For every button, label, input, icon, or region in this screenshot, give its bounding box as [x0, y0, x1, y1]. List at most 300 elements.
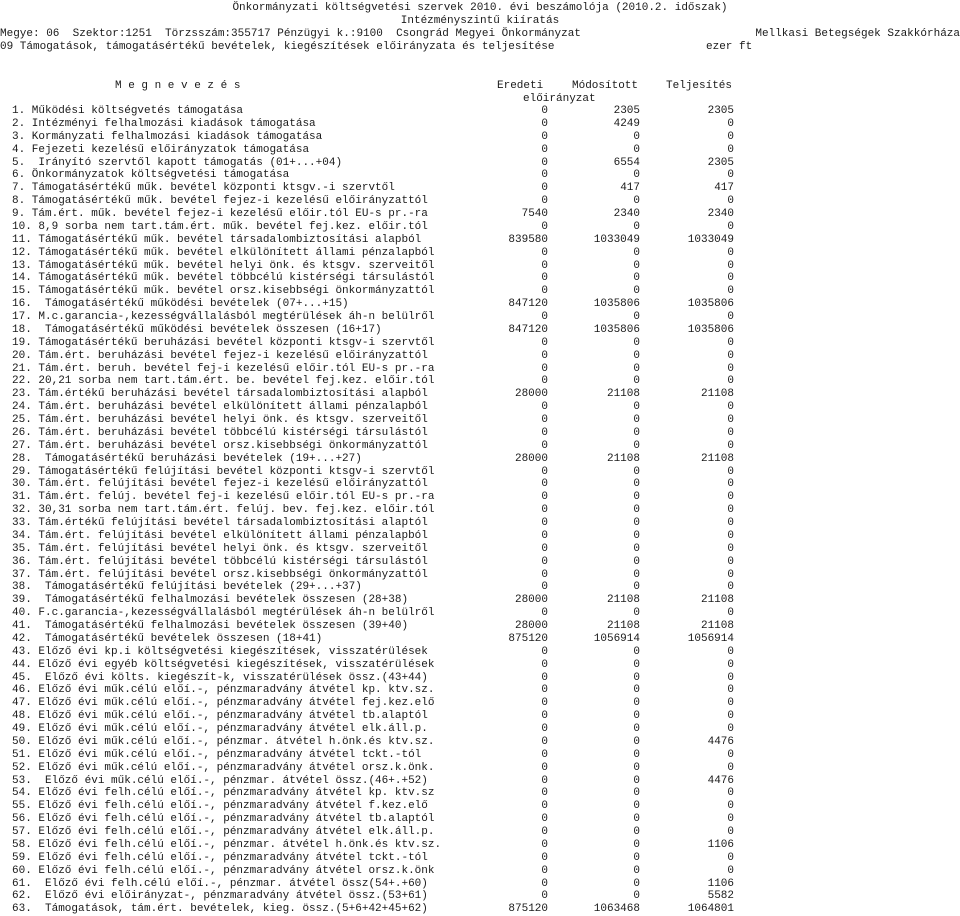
row-label: 18. Támogatásértékű működési bevételek összesen (16+17): [12, 323, 382, 336]
row-original: 0: [541, 414, 548, 426]
row-modified: 0: [633, 658, 640, 671]
row-original: 0: [541, 439, 548, 452]
row-modified: 0: [633, 800, 640, 813]
row-label: 58. Előző évi felh.célú előí.-, pénzmar. átvétel h.önk.és ktv.sz.: [12, 838, 442, 851]
row-label: 53. Előző évi műk.célú előí.-, pénzmar. átvétel össz.(46+.+52): [12, 774, 428, 787]
row-actual: 0: [727, 143, 734, 156]
table-row: [0, 903, 960, 916]
row-label: 29. Támogatásértékű felújítási bevétel központi ktsgv-i szervtől: [12, 465, 435, 478]
row-actual: 0: [727, 761, 734, 774]
row-actual: 0: [727, 658, 734, 671]
row-original: 0: [541, 156, 548, 169]
row-original: 0: [541, 787, 548, 800]
row-modified: 0: [633, 568, 640, 581]
row-modified: 0: [633, 439, 640, 452]
table-row: [0, 427, 960, 440]
row-label: 4. Fejezeti kezelésű előirányzatok támogatása: [12, 143, 310, 156]
table-row: [0, 800, 960, 813]
row-original: 0: [541, 568, 548, 581]
row-label: 22. 20,21 sorba nem tart.tám.ért. be. bevétel fej.kez. előir.tól: [12, 375, 435, 388]
table-row: [0, 414, 960, 427]
unit-label: ezer ft: [706, 41, 753, 53]
row-original: 0: [541, 143, 548, 156]
row-modified: 0: [633, 130, 640, 143]
row-label: 56. Előző évi felh.célú előí.-, pénzmaradvány átvétel tb.alaptól: [12, 813, 435, 826]
row-modified: 0: [633, 529, 640, 542]
row-modified: 21108: [606, 620, 640, 632]
table-row: [0, 157, 960, 170]
col-header-original: Eredeti: [497, 80, 544, 92]
row-modified: 0: [633, 465, 640, 478]
row-actual: 0: [727, 826, 734, 838]
row-actual: 4476: [707, 774, 734, 787]
table-row: [0, 762, 960, 775]
row-label: 21. Tám.ért. beruh. bevétel fej-i kezelésű előir.tól EU-s pr.-ra: [12, 362, 435, 375]
row-label: 32. 30,31 sorba nem tart.tám.ért. felúj. bev. fej.kez. előir.tól: [12, 504, 435, 517]
table-row: [0, 684, 960, 697]
institution-name: Mellkasi Betegségek Szakkórháza: [755, 28, 960, 40]
row-modified: 21108: [606, 452, 640, 465]
table-row: [0, 285, 960, 298]
row-actual: 21108: [700, 620, 734, 632]
row-original: 0: [541, 362, 548, 375]
row-original: 0: [541, 555, 548, 568]
row-actual: 0: [727, 555, 734, 568]
row-actual: 0: [727, 710, 734, 723]
row-modified: 21108: [606, 388, 640, 401]
row-modified: 0: [633, 813, 640, 826]
row-original: 0: [541, 517, 548, 529]
table-row: [0, 659, 960, 672]
row-label: 11. Támogatásértékű műk. bevétel társadalombiztosítási alapból: [12, 233, 422, 246]
row-modified: 0: [633, 787, 640, 800]
row-label: 39. Támogatásértékű felhalmozási bevételek összesen (28+38): [12, 594, 409, 607]
row-actual: 0: [727, 723, 734, 735]
table-row: [0, 787, 960, 800]
row-modified: 0: [633, 671, 640, 684]
row-modified: 0: [633, 877, 640, 890]
row-actual: 0: [727, 439, 734, 452]
table-row: [0, 504, 960, 517]
table-row: [0, 131, 960, 144]
table-row: [0, 453, 960, 466]
row-modified: 0: [633, 259, 640, 272]
row-modified: 0: [633, 478, 640, 491]
row-original: 0: [541, 800, 548, 813]
row-original: 0: [541, 246, 548, 259]
row-label: 63. Támogatások, tám.ért. bevételek, kieg. össz.(5+6+42+45+62): [12, 903, 428, 916]
row-actual: 0: [727, 748, 734, 761]
table-row: [0, 260, 960, 273]
row-modified: 0: [633, 504, 640, 517]
row-actual: 21108: [700, 452, 734, 465]
row-modified: 0: [633, 272, 640, 285]
row-original: 0: [541, 401, 548, 414]
row-label: 43. Előző évi kp.i költségvetési kiegészítések, visszatérülések: [12, 645, 428, 658]
table-row: [0, 723, 960, 736]
table-row: [0, 298, 960, 311]
row-label: 1. Működési költségvetés támogatása: [12, 105, 244, 117]
row-label: 19. Támogatásértékű beruházási bevétel központi ktsgv-i szervtől: [12, 336, 435, 349]
table-row: [0, 337, 960, 350]
row-label: 17. M.c.garancia-,kezességvállalásból megtérülések áh-n belülről: [12, 311, 435, 323]
row-label: 61. Előző évi felh.célú előí.-, pénzmar. átvétel össz(54+.+60): [12, 877, 428, 890]
row-modified: 1056914: [593, 632, 640, 645]
row-modified: 0: [633, 169, 640, 182]
row-modified: 0: [633, 774, 640, 787]
table-row: [0, 517, 960, 530]
row-label: 37. Tám.ért. felújítási bevétel orsz.kisebbségi önkormányzattól: [12, 568, 428, 581]
row-label: 41. Támogatásértékű felhalmozási bevételek összesen (39+40): [12, 620, 409, 632]
table-row: [0, 839, 960, 852]
table-row: [0, 826, 960, 839]
row-modified: 0: [633, 542, 640, 555]
row-label: 23. Tám.értékű beruházási bevétel társadalombiztosítási alapból: [12, 388, 428, 401]
row-actual: 0: [727, 285, 734, 298]
row-modified: 0: [633, 645, 640, 658]
row-label: 28. Támogatásértékű beruházási bevételek (19+...+27): [12, 452, 362, 465]
row-actual: 0: [727, 568, 734, 581]
row-actual: 0: [727, 787, 734, 800]
row-label: 50. Előző évi műk.célú előí.-, pénzmar. átvétel h.önk.és ktv.sz.: [12, 735, 435, 748]
row-actual: 0: [727, 259, 734, 272]
row-label: 9. Tám.ért. műk. bevétel fejez-i kezelésű előir.tól EU-s pr.-ra: [12, 208, 428, 220]
report-title: Önkormányzati költségvetési szervek 2010. évi beszámolója (2010.2. időszak): [232, 2, 728, 14]
row-label: 6. Önkormányzatok költségvetési támogatása: [12, 169, 290, 182]
row-label: 10. 8,9 sorba nem tart.tám.ért. műk. bevétel fej.kez. előir.tól: [12, 220, 428, 233]
row-original: 0: [541, 813, 548, 826]
row-label: 16. Támogatásértékű működési bevételek (07+...+15): [12, 298, 349, 311]
col-header-actual: Teljesítés: [666, 80, 733, 92]
row-modified: 0: [633, 491, 640, 504]
row-actual: 0: [727, 800, 734, 813]
row-original: 0: [541, 336, 548, 349]
row-modified: 2340: [613, 208, 640, 220]
row-modified: 0: [633, 555, 640, 568]
row-actual: 0: [727, 375, 734, 388]
row-original: 0: [541, 259, 548, 272]
table-row: [0, 633, 960, 646]
row-label: 8. Támogatásértékű műk. bevétel fejez-i kezelésű előirányzattól: [12, 195, 428, 208]
row-actual: 0: [727, 697, 734, 710]
row-original: 0: [541, 529, 548, 542]
row-actual: 0: [727, 813, 734, 826]
row-actual: 0: [727, 195, 734, 208]
row-original: 0: [541, 890, 548, 903]
row-label: 45. Előző évi költs. kiegészít-k, visszatérülések össz.(43+44): [12, 671, 428, 684]
table-row: [0, 569, 960, 582]
table-row: [0, 852, 960, 865]
col-header-modified-sub: előirányzat: [523, 93, 596, 105]
row-label: 27. Tám.ért. beruházási bevétel orsz.kisebbségi önkormányzattól: [12, 439, 428, 452]
row-label: 35. Tám.ért. felújítási bevétel helyi önk. és ktsgv. szerveitől: [12, 542, 428, 555]
row-actual: 0: [727, 851, 734, 864]
col-header-modified: Módosított: [572, 80, 639, 92]
row-label: 38. Támogatásértékű felújítási bevételek (29+...+37): [12, 581, 362, 594]
table-row: [0, 710, 960, 723]
row-actual: 0: [727, 504, 734, 517]
table-row: [0, 865, 960, 878]
row-modified: 0: [633, 414, 640, 426]
row-modified: 0: [633, 607, 640, 620]
org-info: Megye: 06 Szektor:1251 Törzsszám:355717 Pénzügyi k.:9100 Csongrád Megyei Önkormányzat: [0, 28, 581, 40]
row-actual: 21108: [700, 594, 734, 607]
row-actual: 0: [727, 529, 734, 542]
row-label: 12. Támogatásértékű műk. bevétel elkülönített állami pénzalapból: [12, 246, 435, 259]
row-actual: 0: [727, 465, 734, 478]
row-label: 59. Előző évi felh.célú előí.-, pénzmaradvány átvétel tckt.-tól: [12, 851, 428, 864]
row-label: 47. Előző évi műk.célú előí.-, pénzmaradvány átvétel fej.kez.elő: [12, 697, 435, 710]
row-modified: 0: [633, 401, 640, 414]
row-original: 0: [541, 504, 548, 517]
row-actual: 0: [727, 864, 734, 877]
row-modified: 0: [633, 336, 640, 349]
row-original: 0: [541, 723, 548, 735]
row-modified: 0: [633, 890, 640, 903]
row-original: 0: [541, 272, 548, 285]
table-row: [0, 813, 960, 826]
table-row: [0, 530, 960, 543]
row-original: 0: [541, 697, 548, 710]
row-modified: 1035806: [593, 298, 640, 311]
row-modified: 0: [633, 851, 640, 864]
row-actual: 5582: [707, 890, 734, 903]
row-original: 0: [541, 542, 548, 555]
row-label: 54. Előző évi felh.célú előí.-, pénzmaradvány átvétel kp. ktv.sz: [12, 787, 435, 800]
row-original: 847120: [508, 323, 548, 336]
row-actual: 0: [727, 169, 734, 182]
row-label: 15. Támogatásértékű műk. bevétel orsz.kisebbségi önkormányzattól: [12, 285, 435, 298]
table-row: [0, 272, 960, 285]
table-row: [0, 543, 960, 556]
row-modified: 2305: [613, 105, 640, 117]
table-row: [0, 440, 960, 453]
row-actual: 0: [727, 220, 734, 233]
table-row: [0, 118, 960, 131]
row-original: 0: [541, 774, 548, 787]
row-modified: 0: [633, 826, 640, 838]
row-original: 7540: [521, 208, 548, 220]
row-label: 25. Tám.ért. beruházási bevétel helyi önk. és ktsgv. szerveitől: [12, 414, 428, 426]
row-actual: 0: [727, 581, 734, 594]
row-actual: 1033049: [687, 233, 734, 246]
row-modified: 1033049: [593, 233, 640, 246]
row-modified: 0: [633, 362, 640, 375]
row-label: 40. F.c.garancia-,kezességvállalásból megtérülések áh-n belülről: [12, 607, 435, 620]
row-original: 0: [541, 182, 548, 195]
row-label: 60. Előző évi felh.célú előí.-, pénzmaradvány átvétel orsz.k.önk: [12, 864, 435, 877]
table-row: [0, 363, 960, 376]
table-row: [0, 324, 960, 337]
row-modified: 0: [633, 710, 640, 723]
table-title: 09 Támogatások, támogatásértékű bevételek, kiegészítések előirányzata és teljesítése: [0, 41, 555, 53]
table-row: [0, 375, 960, 388]
table-row: [0, 221, 960, 234]
row-actual: 0: [727, 426, 734, 439]
row-original: 28000: [514, 594, 548, 607]
row-original: 0: [541, 851, 548, 864]
row-modified: 0: [633, 220, 640, 233]
row-label: 44. Előző évi egyéb költségvetési kiegészítések, visszatérülések: [12, 658, 435, 671]
row-actual: 0: [727, 401, 734, 414]
row-original: 0: [541, 864, 548, 877]
table-row: [0, 697, 960, 710]
row-actual: 2305: [707, 105, 734, 117]
row-label: 5. Irányító szervtől kapott támogatás (01+...+04): [12, 156, 343, 169]
row-original: 0: [541, 735, 548, 748]
row-modified: 417: [620, 182, 640, 195]
table-row: [0, 466, 960, 479]
table-row: [0, 208, 960, 221]
row-actual: 0: [727, 607, 734, 620]
table-row: [0, 672, 960, 685]
row-original: 0: [541, 349, 548, 362]
row-actual: 0: [727, 478, 734, 491]
row-modified: 0: [633, 426, 640, 439]
row-label: 46. Előző évi műk.célú előí.-, pénzmaradvány átvétel kp. ktv.sz.: [12, 684, 435, 697]
row-actual: 21108: [700, 388, 734, 401]
row-original: 0: [541, 426, 548, 439]
row-label: 48. Előző évi műk.célú előí.-, pénzmaradvány átvétel tb.alaptól: [12, 710, 428, 723]
table-row: [0, 195, 960, 208]
row-modified: 0: [633, 143, 640, 156]
row-modified: 0: [633, 517, 640, 529]
row-label: 55. Előző évi felh.célú előí.-, pénzmaradvány átvétel f.kez.elő: [12, 800, 428, 813]
table-row: [0, 350, 960, 363]
row-actual: 0: [727, 336, 734, 349]
row-original: 875120: [508, 632, 548, 645]
row-actual: 1106: [707, 838, 734, 851]
row-original: 0: [541, 761, 548, 774]
row-original: 0: [541, 491, 548, 504]
row-original: 0: [541, 838, 548, 851]
row-original: 0: [541, 581, 548, 594]
table-row: [0, 646, 960, 659]
table-row: [0, 890, 960, 903]
row-label: 51. Előző évi műk.célú előí.-, pénzmaradvány átvétel tckt.-tól: [12, 748, 422, 761]
row-label: 57. Előző évi felh.célú előí.-, pénzmaradvány átvétel elk.áll.p.: [12, 826, 435, 838]
table-row: [0, 749, 960, 762]
row-modified: 21108: [606, 594, 640, 607]
row-actual: 0: [727, 130, 734, 143]
row-modified: 0: [633, 864, 640, 877]
row-modified: 0: [633, 311, 640, 323]
row-label: 31. Tám.ért. felúj. bevétel fej-i kezelésű előir.tól EU-s pr.-ra: [12, 491, 435, 504]
row-label: 33. Tám.értékű felújítási bevétel társadalombiztosítási alaptól: [12, 517, 428, 529]
row-original: 0: [541, 169, 548, 182]
table-row: [0, 878, 960, 891]
row-actual: 0: [727, 491, 734, 504]
table-row: [0, 311, 960, 324]
row-actual: 1035806: [687, 298, 734, 311]
row-original: 0: [541, 748, 548, 761]
row-original: 0: [541, 826, 548, 838]
row-original: 0: [541, 658, 548, 671]
row-actual: 0: [727, 246, 734, 259]
row-modified: 0: [633, 349, 640, 362]
table-row: [0, 478, 960, 491]
col-header-name: M e g n e v e z é s: [115, 80, 241, 92]
report-subtitle: Intézményszintű kiíratás: [400, 15, 560, 27]
row-original: 847120: [508, 298, 548, 311]
row-label: 20. Tám.ért. beruházási bevétel fejez-i kezelésű előirányzattól: [12, 349, 428, 362]
row-original: 839580: [508, 233, 548, 246]
row-modified: 0: [633, 735, 640, 748]
row-original: 0: [541, 710, 548, 723]
row-label: 36. Tám.ért. felújítási bevétel többcélú kistérségi társulástól: [12, 555, 428, 568]
row-actual: 0: [727, 311, 734, 323]
row-label: 3. Kormányzati felhalmozási kiadások támogatása: [12, 130, 323, 143]
table-row: [0, 182, 960, 195]
row-label: 34. Tám.ért. felújítási bevétel elkülönített állami pénzalapból: [12, 529, 428, 542]
table-row: [0, 401, 960, 414]
row-actual: 0: [727, 349, 734, 362]
row-original: 0: [541, 117, 548, 130]
table-row: [0, 594, 960, 607]
row-actual: 0: [727, 362, 734, 375]
table-row: [0, 556, 960, 569]
table-row: [0, 247, 960, 260]
table-row: [0, 388, 960, 401]
row-original: 0: [541, 285, 548, 298]
row-actual: 0: [727, 414, 734, 426]
row-modified: 6554: [613, 156, 640, 169]
row-modified: 0: [633, 684, 640, 697]
row-original: 0: [541, 465, 548, 478]
row-original: 0: [541, 607, 548, 620]
row-original: 28000: [514, 388, 548, 401]
table-row: [0, 491, 960, 504]
row-modified: 0: [633, 761, 640, 774]
row-actual: 0: [727, 645, 734, 658]
row-actual: 417: [714, 182, 734, 195]
row-modified: 0: [633, 195, 640, 208]
row-modified: 0: [633, 375, 640, 388]
row-actual: 1056914: [687, 632, 734, 645]
table-row: [0, 736, 960, 749]
row-modified: 4249: [613, 117, 640, 130]
table-row: [0, 105, 960, 118]
row-original: 0: [541, 478, 548, 491]
row-label: 13. Támogatásértékű műk. bevétel helyi önk. és ktsgv. szerveitől: [12, 259, 435, 272]
row-actual: 0: [727, 671, 734, 684]
row-label: 7. Támogatásértékű műk. bevétel központi ktsgv.-i szervtől: [12, 182, 395, 195]
row-modified: 0: [633, 581, 640, 594]
row-actual: 0: [727, 517, 734, 529]
row-modified: 0: [633, 697, 640, 710]
table-row: [0, 775, 960, 788]
table-row: [0, 607, 960, 620]
row-label: 14. Támogatásértékű műk. bevétel többcélú kistérségi társulástól: [12, 272, 435, 285]
table-row: [0, 169, 960, 182]
row-original: 0: [541, 220, 548, 233]
table-row: [0, 581, 960, 594]
row-actual: 0: [727, 272, 734, 285]
table-row: [0, 620, 960, 633]
row-original: 0: [541, 311, 548, 323]
row-modified: 0: [633, 246, 640, 259]
row-actual: 4476: [707, 735, 734, 748]
row-original: 28000: [514, 452, 548, 465]
table-row: [0, 144, 960, 157]
row-original: 0: [541, 684, 548, 697]
row-original: 0: [541, 375, 548, 388]
row-modified: 0: [633, 285, 640, 298]
row-label: 42. Támogatásértékű bevételek összesen (18+41): [12, 632, 323, 645]
row-label: 30. Tám.ért. felújítási bevétel fejez-i kezelésű előirányzattól: [12, 478, 428, 491]
row-label: 26. Tám.ért. beruházási bevétel többcélú kistérségi társulástól: [12, 426, 428, 439]
row-label: 62. Előző évi előirányzat-, pénzmaradvány átvétel össz.(53+61): [12, 890, 428, 903]
